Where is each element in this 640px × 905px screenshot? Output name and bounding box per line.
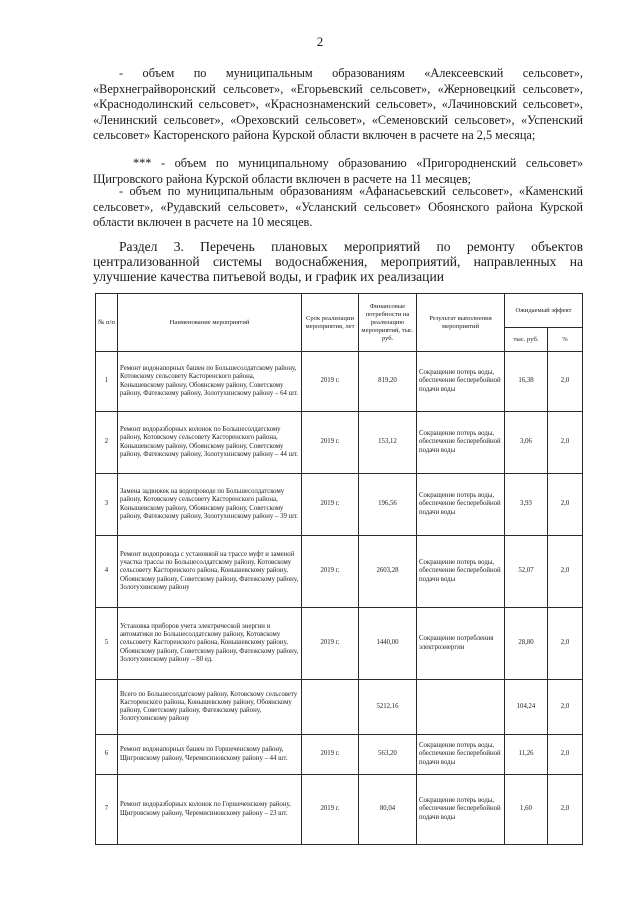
row-measure-name: Ремонт водонапорных башен по Большесолдатскому району, Котовскому сельсовету Касторенского района, Конышевскому району, Обоянскому району, Советскому району, Фатежскому району, Золотухинскому району – 64 шт. (118, 352, 302, 412)
row-number: 1 (96, 352, 118, 412)
row-number: 5 (96, 608, 118, 680)
row-number: 3 (96, 474, 118, 536)
header-effect-thousand-rub: тыс. руб. (505, 328, 548, 352)
row-cost: 80,04 (359, 775, 417, 845)
row-effect-percent: 2,0 (548, 608, 583, 680)
row-result: Сокращение потерь воды, обеспечение бесперебойной подачи воды (417, 775, 505, 845)
row-cost: 2603,28 (359, 536, 417, 608)
row-cost: 153,12 (359, 412, 417, 474)
row-effect-thousand-rub: 1,60 (505, 775, 548, 845)
row-effect-thousand-rub: 3,93 (505, 474, 548, 536)
row-term: 2019 г. (302, 608, 359, 680)
header-effect-percent: % (548, 328, 583, 352)
row-effect-thousand-rub: 16,38 (505, 352, 548, 412)
row-term: 2019 г. (302, 735, 359, 775)
row-measure-name: Ремонт водоразборных колонок по Большесолдатскому району, Котовскому сельсовету Касторенского района, Конышевскому району, Обоянскому району, Советскому району, Фатежскому району, Золотухинскому району – 44 шт. (118, 412, 302, 474)
row-effect-percent: 2,0 (548, 536, 583, 608)
table-row (96, 352, 583, 412)
header-expected-effect: Ожидаемый эффект (505, 294, 583, 328)
table-row (96, 412, 583, 474)
row-effect-percent: 2,0 (548, 775, 583, 845)
row-effect-thousand-rub: 52,07 (505, 536, 548, 608)
header-result: Результат выполнения мероприятий (417, 294, 505, 352)
row-result: Сокращение потерь воды, обеспечение бесперебойной подачи воды (417, 352, 505, 412)
row-effect-percent: 2,0 (548, 474, 583, 536)
row-term: 2019 г. (302, 775, 359, 845)
row-cost: 563,20 (359, 735, 417, 775)
row-measure-name: Замена задвижек на водопроводе по Большесолдатскому району, Котовскому сельсовету Касторенского района, Конышевскому району, Обоянскому району, Советскому району, Фатежскому району, Золотухинскому району – 39 шт. (118, 474, 302, 536)
note-paragraph-oboyansky: - объем по муниципальным образованиям «Афанасьевский сельсовет», «Каменский сельсовет», «Рудавский сельсовет», «Усланский сельсовет» Обоянского района Курской области включен в расчете на 10 месяцев. (93, 184, 583, 230)
row-term: 2019 г. (302, 474, 359, 536)
row-effect-percent: 2,0 (548, 412, 583, 474)
row-effect-thousand-rub: 11,26 (505, 735, 548, 775)
row-measure-name: Установка приборов учета электрической энергии и автоматики по Большесолдатскому району, Котовскому сельсовету Касторенского района, Конышевскому району, Обоянскому району, Советскому району, Фатежскому району, Золотухинскому району – 80 ед. (118, 608, 302, 680)
row-cost: 819,20 (359, 352, 417, 412)
header-term: Срок реализации мероприятия, лет (302, 294, 359, 352)
table-row-total (96, 680, 583, 735)
row-term (302, 680, 359, 735)
row-number: 4 (96, 536, 118, 608)
row-number: 2 (96, 412, 118, 474)
section-3-title: Раздел 3. Перечень плановых мероприятий по ремонту объектов централизованной системы водоснабжения, мероприятий, направленных на улучшение качества питьевой воды, и график их реализации (93, 239, 583, 284)
row-measure-name: Ремонт водоразборных колонок по Горшеченскому району, Щигровскому району, Черемисиновскому району – 23 шт. (118, 775, 302, 845)
row-number: 7 (96, 775, 118, 845)
table-row (96, 775, 583, 845)
row-cost: 5212,16 (359, 680, 417, 735)
row-result: Сокращение потерь воды, обеспечение бесперебойной подачи воды (417, 735, 505, 775)
note-paragraph-kastorensky: - объем по муниципальным образованиям «Алексеевский сельсовет», «Верхнеграйворонский сельсовет», «Егорьевский сельсовет», «Жерновецкий сельсовет», «Краснодолинский сельсовет», «Краснознаменский сельсовет», «Лачиновский сельсовет», «Ленинский сельсовет», «Ореховский сельсовет», «Семеновский сельсовет», «Успенский сельсовет» Касторенского района Курской области включен в расчете на 2,5 месяца; (93, 66, 583, 143)
row-number (96, 680, 118, 735)
row-effect-thousand-rub: 3,06 (505, 412, 548, 474)
note-paragraph-shchigrovsky: *** - объем по муниципальному образованию «Пригородненский сельсовет» Щигровского района Курской области включен в расчете на 11 месяцев; (93, 156, 583, 186)
header-financial-needs: Финансовые потребности на реализацию мероприятий, тыс. руб. (359, 294, 417, 352)
table-row (96, 735, 583, 775)
row-cost: 1440,00 (359, 608, 417, 680)
row-effect-percent: 2,0 (548, 352, 583, 412)
table-row (96, 536, 583, 608)
row-result (417, 680, 505, 735)
row-term: 2019 г. (302, 536, 359, 608)
table-row (96, 608, 583, 680)
row-result: Сокращение потерь воды, обеспечение бесперебойной подачи воды (417, 536, 505, 608)
row-number: 6 (96, 735, 118, 775)
row-term: 2019 г. (302, 352, 359, 412)
row-effect-thousand-rub: 104,24 (505, 680, 548, 735)
header-measure-name: Наименование мероприятий (118, 294, 302, 352)
row-cost: 196,56 (359, 474, 417, 536)
row-result: Сокращение потребления электроэнергии (417, 608, 505, 680)
row-effect-percent: 2,0 (548, 735, 583, 775)
page-number: 2 (316, 34, 324, 49)
row-result: Сокращение потерь воды, обеспечение бесперебойной подачи воды (417, 412, 505, 474)
row-effect-percent: 2,0 (548, 680, 583, 735)
row-result: Сокращение потерь воды, обеспечение бесперебойной подачи воды (417, 474, 505, 536)
row-measure-name: Ремонт водонапорных башен по Горшеченскому району, Щигровскому району, Черемисиновскому району – 44 шт. (118, 735, 302, 775)
row-effect-thousand-rub: 28,80 (505, 608, 548, 680)
header-number: № п/п (96, 294, 118, 352)
row-measure-name: Всего по Большесолдатскому району, Котовскому сельсовету Касторенского района, Конышевскому району, Обоянскому району, Советскому району, Фатежскому району, Золотухинскому району (118, 680, 302, 735)
row-measure-name: Ремонт водопровода с установкой на трассе муфт и заменой участка трассы по Большесолдатскому району, Котовскому сельсовету Касторенского района, Конышевскому району, Обоянскому району, Советскому району, Фатежскому району, Золотухинскому району (118, 536, 302, 608)
row-term: 2019 г. (302, 412, 359, 474)
measures-table (95, 293, 583, 845)
table-row (96, 474, 583, 536)
